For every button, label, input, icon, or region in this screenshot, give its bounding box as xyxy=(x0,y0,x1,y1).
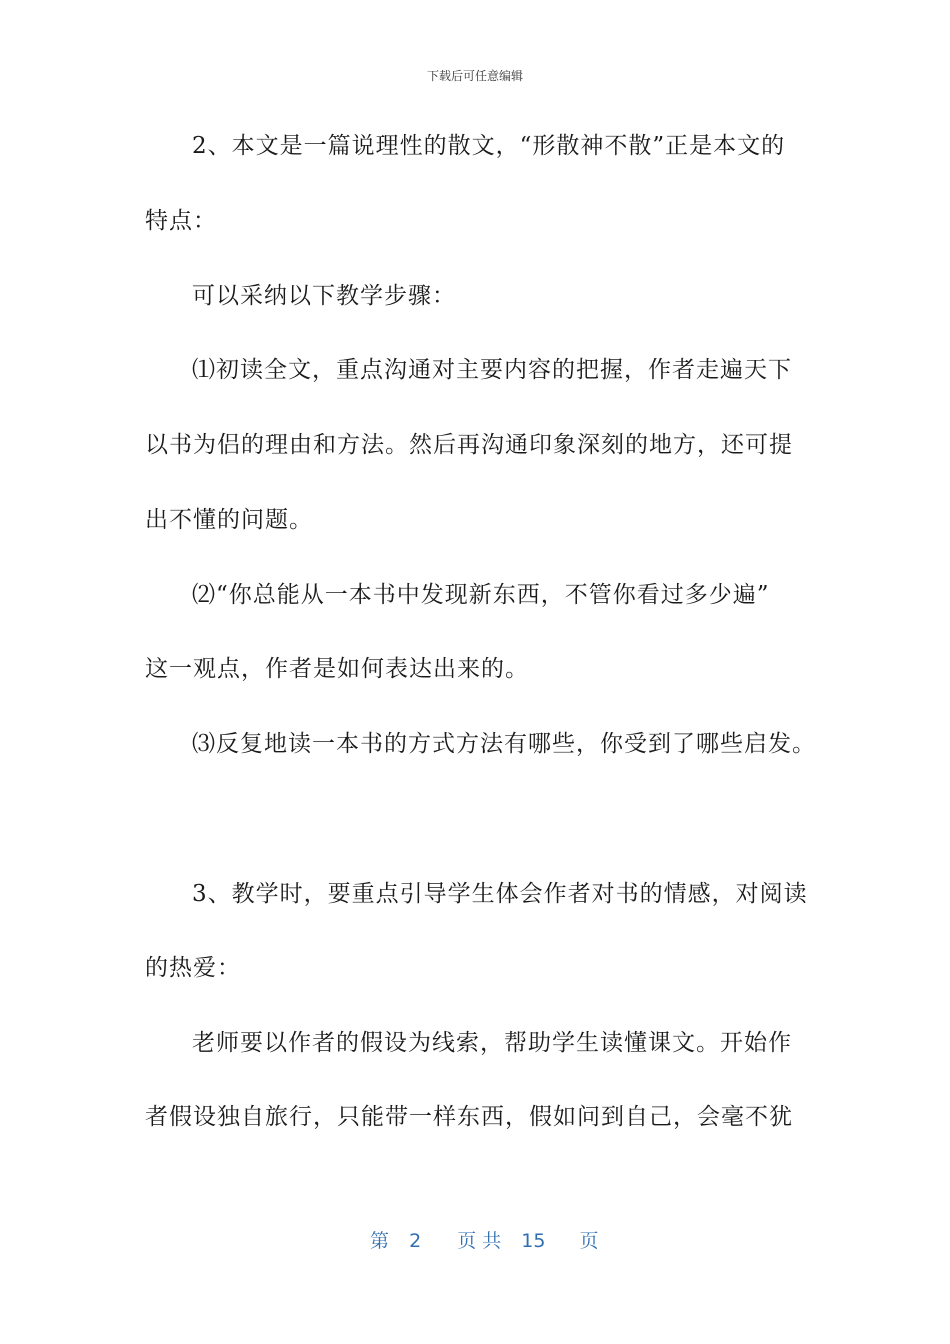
header-note: 下载后可任意编辑 xyxy=(426,69,523,83)
paragraph-line: 老师要以作者的假设为线索，帮助学生读懂课文。开始作 xyxy=(192,1030,792,1056)
paragraph-line: 以书为侣的理由和方法。然后再沟通印象深刻的地方，还可提 xyxy=(145,432,793,458)
current-page-number: 2 xyxy=(409,1230,422,1252)
total-page-count: 15 xyxy=(521,1230,546,1252)
footer-suffix: 页 xyxy=(579,1230,599,1252)
paragraph-line: ⑵“你总能从一本书中发现新东西，不管你看过多少遍” xyxy=(192,582,770,608)
footer-middle: 页 共 xyxy=(457,1230,502,1252)
paragraph-line: 的热爱： xyxy=(145,955,241,981)
paragraph-line: ⑶反复地读一本书的方式方法有哪些，你受到了哪些启发。 xyxy=(192,731,816,757)
paragraph-line: 3、教学时，要重点引导学生体会作者对书的情感，对阅读 xyxy=(192,881,808,907)
page-footer xyxy=(370,1226,599,1253)
paragraph-line: 可以采纳以下教学步骤： xyxy=(192,283,456,309)
paragraph-line: 者假设独自旅行，只能带一样东西，假如问到自己，会毫不犹 xyxy=(145,1104,793,1130)
paragraph-line: 特点： xyxy=(145,208,217,234)
paragraph-line: 这一观点，作者是如何表达出来的。 xyxy=(145,656,529,682)
footer-prefix: 第 xyxy=(370,1230,390,1252)
paragraph-line: ⑴初读全文，重点沟通对主要内容的把握，作者走遍天下 xyxy=(192,357,792,383)
paragraph-line: 2、本文是一篇说理性的散文，“形散神不散”正是本文的 xyxy=(192,133,786,159)
paragraph-line: 出不懂的问题。 xyxy=(145,507,313,533)
